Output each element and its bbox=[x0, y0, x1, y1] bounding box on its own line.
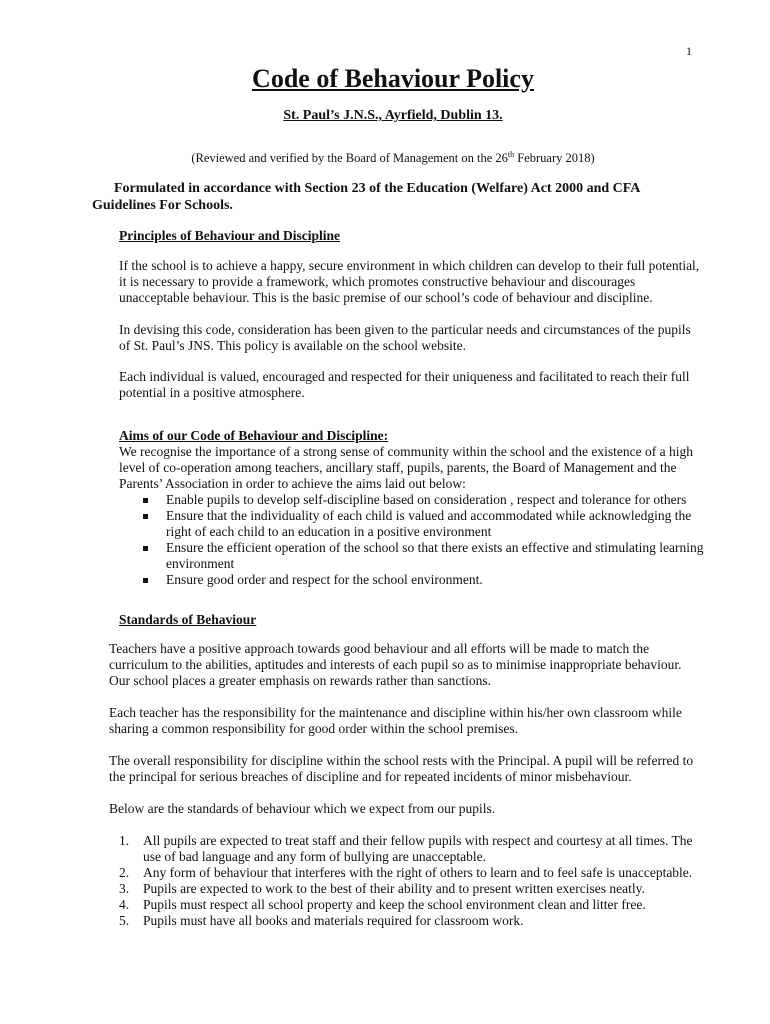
principles-paragraph-3: Each individual is valued, encouraged and respected for their uniqueness and facilitated to reach their full potential in a positive atmosphere. bbox=[119, 369, 690, 400]
review-note bbox=[0, 150, 770, 166]
list-item bbox=[109, 881, 701, 897]
standards-list bbox=[109, 833, 701, 929]
standard-text: Pupils must respect all school property and keep the school environment clean and litter free. bbox=[143, 897, 646, 912]
standard-text: Pupils are expected to work to the best of their ability and to present written exercises neatly. bbox=[143, 881, 645, 896]
aims-intro: We recognise the importance of a strong sense of community within the school and the existence of a high level of co-operation among teachers, ancillary staff, pupils, parents, the Board of Management and the Parents’ Association in order to achieve the aims laid out below: bbox=[119, 444, 694, 491]
aim-text: Ensure good order and respect for the school environment. bbox=[166, 572, 483, 587]
bullet-icon bbox=[143, 578, 148, 583]
principles-paragraph-1: If the school is to achieve a happy, secure environment in which children can develop to their full potential, it is necessary to provide a framework, which promotes constructive behaviour and discourages unacceptable behaviour. This is the basic premise of our school’s code of behaviour and discipline. bbox=[119, 258, 700, 305]
formulated-line-2: Guidelines For Schools. bbox=[92, 198, 233, 213]
standards-paragraph-3: The overall responsibility for discipline within the school rests with the Principal. A pupil will be referred to the principal for serious breaches of discipline and for repeated incidents of minor misbehaviour. bbox=[109, 753, 694, 784]
bullet-icon bbox=[143, 498, 148, 503]
standards-paragraph-1: Teachers have a positive approach towards good behaviour and all efforts will be made to match the curriculum to the abilities, aptitudes and interests of each pupil so as to minimise inappropriate behaviour. Our school places a greater emphasis on rewards rather than sanctions. bbox=[109, 641, 682, 688]
standards-paragraph-4: Below are the standards of behaviour which we expect from our pupils. bbox=[109, 801, 496, 816]
aims-list bbox=[119, 492, 709, 588]
list-number: 5. bbox=[119, 913, 130, 928]
standards-heading: Standards of Behaviour bbox=[119, 612, 257, 627]
list-item bbox=[119, 540, 709, 572]
aim-text: Enable pupils to develop self-discipline based on consideration , respect and tolerance for others bbox=[166, 492, 687, 507]
list-item bbox=[109, 897, 701, 913]
principles-section bbox=[119, 228, 703, 401]
list-item bbox=[119, 572, 709, 588]
list-number: 4. bbox=[119, 897, 130, 912]
list-item bbox=[109, 833, 701, 865]
standards-section bbox=[109, 641, 701, 929]
formulated-line-1: Formulated in accordance with Section 23 of the Education (Welfare) Act 2000 and CFA bbox=[114, 181, 641, 196]
list-item bbox=[109, 865, 701, 881]
standard-text: All pupils are expected to treat staff and their fellow pupils with respect and courtesy at all times. The use of bad language and any form of bullying are unacceptable. bbox=[143, 833, 693, 864]
aims-heading: Aims of our Code of Behaviour and Discipline: bbox=[119, 428, 389, 443]
page-number: 1 bbox=[686, 44, 692, 58]
list-number: 1. bbox=[119, 833, 130, 848]
standards-paragraph-2: Each teacher has the responsibility for the maintenance and discipline within his/her own classroom while sharing a common responsibility for good order within the school premises. bbox=[109, 705, 682, 736]
aim-text: Ensure the efficient operation of the school so that there exists an effective and stimulating learning environment bbox=[166, 540, 704, 571]
bullet-icon bbox=[143, 546, 148, 551]
standard-text: Any form of behaviour that interferes with the right of others to learn and to feel safe is unacceptable. bbox=[143, 865, 693, 880]
list-item bbox=[119, 492, 709, 508]
review-note-before: (Reviewed and verified by the Board of Management on the 26 bbox=[191, 151, 508, 166]
school-name: St. Paul’s J.N.S., Ayrfield, Dublin 13. bbox=[283, 108, 503, 123]
review-note-after: February 2018) bbox=[514, 151, 595, 166]
aims-section bbox=[119, 428, 709, 588]
list-number: 3. bbox=[119, 881, 130, 896]
list-item bbox=[109, 913, 701, 929]
principles-paragraph-2: In devising this code, consideration has been given to the particular needs and circumstances of the pupils of St. Paul’s JNS. This policy is available on the school website. bbox=[119, 322, 691, 353]
formulated-statement bbox=[92, 180, 682, 214]
review-note-sup: th bbox=[507, 150, 515, 159]
list-item bbox=[119, 508, 709, 540]
aim-text: Ensure that the individuality of each child is valued and accommodated while acknowledging the right of each child to an education in a positive environment bbox=[166, 508, 692, 539]
list-number: 2. bbox=[119, 865, 130, 880]
standard-text: Pupils must have all books and materials required for classroom work. bbox=[143, 913, 524, 928]
document-title: Code of Behaviour Policy bbox=[252, 64, 534, 93]
principles-heading: Principles of Behaviour and Discipline bbox=[119, 228, 341, 243]
bullet-icon bbox=[143, 514, 148, 519]
